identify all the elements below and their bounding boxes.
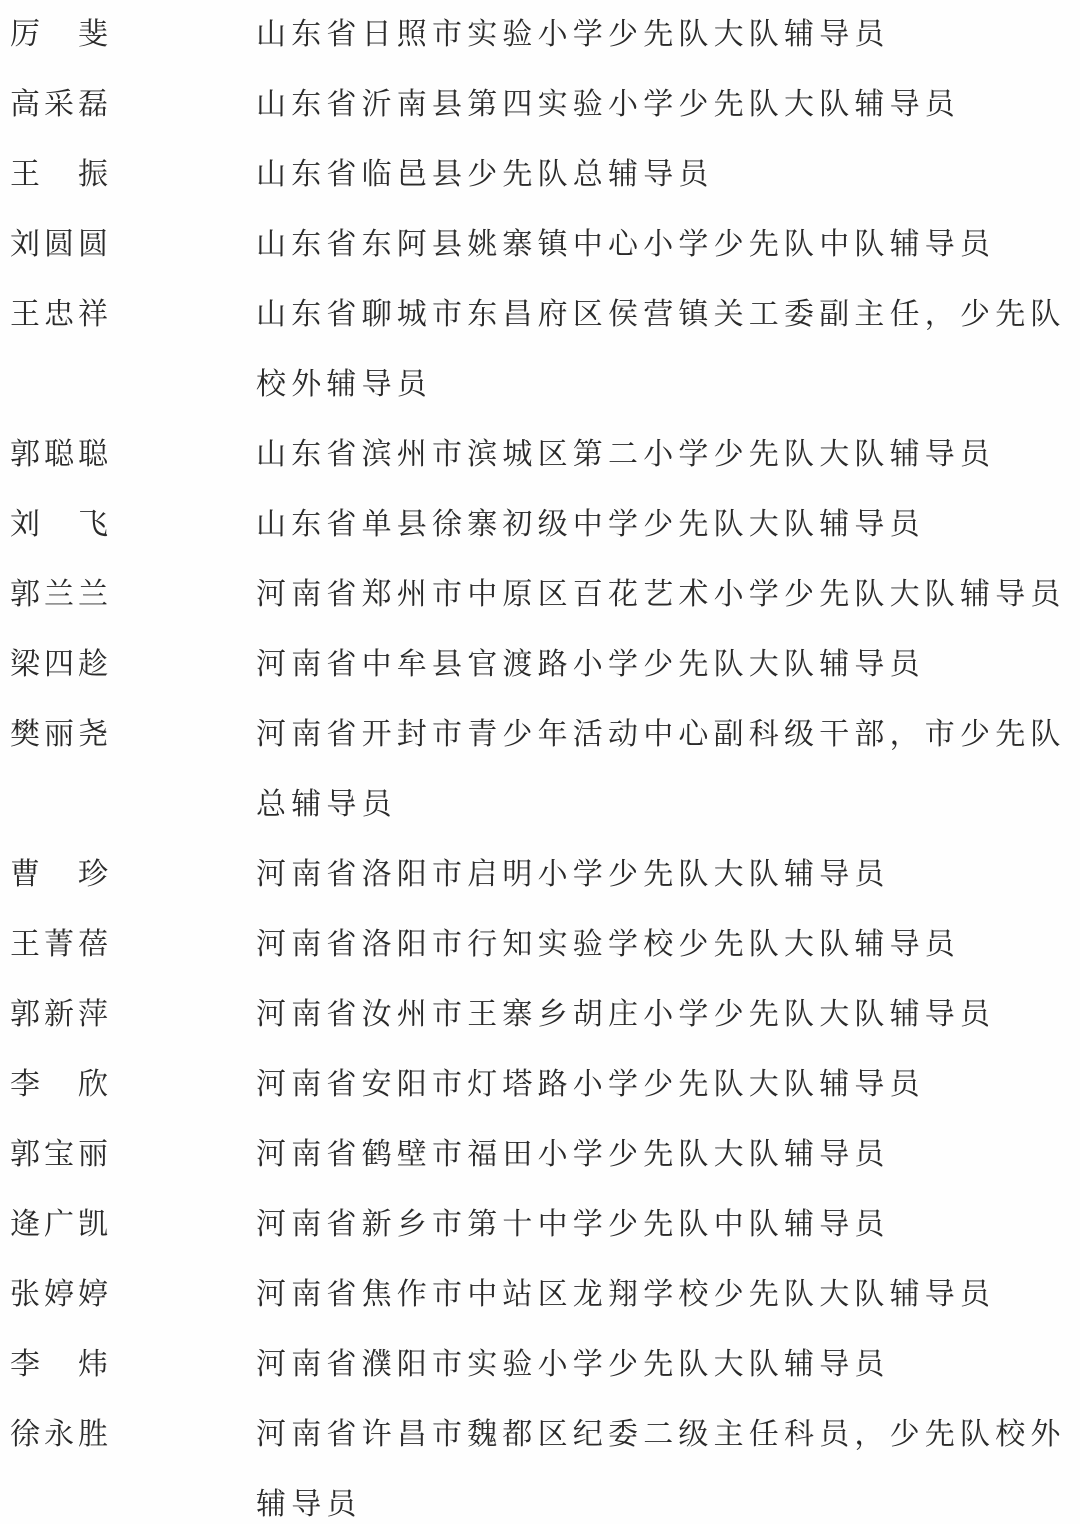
person-name — [10, 490, 112, 560]
roster-entry — [10, 210, 1070, 280]
person-position: 河南省安阳市灯塔路小学少先队大队辅导员 — [256, 1067, 925, 1102]
person-name: 郭新萍 — [10, 997, 112, 1032]
roster-entry — [10, 1330, 1070, 1400]
roster-entry — [10, 1400, 1070, 1540]
person-name — [10, 0, 112, 70]
roster-entry — [10, 1260, 1070, 1330]
roster-entry — [10, 490, 1070, 560]
person-name-char: 振 — [78, 157, 112, 192]
person-name — [10, 840, 112, 910]
roster-entry — [10, 420, 1070, 490]
roster-entry — [10, 700, 1070, 840]
person-position: 河南省濮阳市实验小学少先队大队辅导员 — [256, 1347, 890, 1382]
person-name: 张婷婷 — [10, 1277, 112, 1312]
roster-entry — [10, 140, 1070, 210]
person-name — [10, 1330, 112, 1400]
person-position: 河南省焦作市中站区龙翔学校少先队大队辅导员 — [256, 1277, 996, 1312]
roster-entry — [10, 630, 1070, 700]
roster-entry — [10, 980, 1070, 1050]
person-name: 郭聪聪 — [10, 437, 112, 472]
roster-entry — [10, 1120, 1070, 1190]
honoree-roster — [10, 0, 1070, 1540]
roster-entry — [10, 910, 1070, 980]
roster-entry — [10, 0, 1070, 70]
person-position: 河南省新乡市第十中学少先队中队辅导员 — [256, 1207, 890, 1242]
person-position: 河南省中牟县官渡路小学少先队大队辅导员 — [256, 647, 925, 682]
person-name-char: 欣 — [78, 1067, 112, 1102]
person-name-char: 厉 — [10, 17, 44, 52]
person-name-char: 飞 — [78, 507, 112, 542]
person-name: 王忠祥 — [10, 297, 112, 332]
person-name-char: 刘 — [10, 507, 44, 542]
person-position: 山东省日照市实验小学少先队大队辅导员 — [256, 17, 890, 52]
person-position: 河南省洛阳市启明小学少先队大队辅导员 — [256, 857, 890, 892]
person-position: 山东省沂南县第四实验小学少先队大队辅导员 — [256, 87, 960, 122]
person-name — [10, 140, 112, 210]
person-name-char: 珍 — [78, 857, 112, 892]
roster-entry — [10, 1190, 1070, 1260]
person-name-char: 斐 — [78, 17, 112, 52]
person-name-char: 炜 — [78, 1347, 112, 1382]
person-position: 山东省滨州市滨城区第二小学少先队大队辅导员 — [256, 437, 996, 472]
roster-entry — [10, 840, 1070, 910]
person-name-char: 王 — [10, 157, 44, 192]
roster-entry — [10, 70, 1070, 140]
person-name: 逄广凯 — [10, 1207, 112, 1242]
person-name-char: 李 — [10, 1067, 44, 1102]
person-name: 王菁蓓 — [10, 927, 112, 962]
person-position: 山东省单县徐寨初级中学少先队大队辅导员 — [256, 507, 925, 542]
person-name: 刘圆圆 — [10, 227, 112, 262]
person-name: 郭兰兰 — [10, 577, 112, 612]
roster-entry — [10, 1050, 1070, 1120]
person-name: 梁四趁 — [10, 647, 112, 682]
person-name-char: 曹 — [10, 857, 44, 892]
person-position: 山东省临邑县少先队总辅导员 — [256, 157, 714, 192]
roster-entry — [10, 560, 1070, 630]
person-position: 河南省鹤壁市福田小学少先队大队辅导员 — [256, 1137, 890, 1172]
person-position: 河南省许昌市魏都区纪委二级主任科员，少先队校外辅导员 — [256, 1417, 1066, 1522]
person-position: 山东省东阿县姚寨镇中心小学少先队中队辅导员 — [256, 227, 996, 262]
roster-entry — [10, 280, 1070, 420]
person-position: 河南省洛阳市行知实验学校少先队大队辅导员 — [256, 927, 960, 962]
person-name-char: 李 — [10, 1347, 44, 1382]
person-name: 徐永胜 — [10, 1417, 112, 1452]
person-name: 樊丽尧 — [10, 717, 112, 752]
person-position: 山东省聊城市东昌府区侯营镇关工委副主任，少先队校外辅导员 — [256, 297, 1066, 402]
person-position: 河南省汝州市王寨乡胡庄小学少先队大队辅导员 — [256, 997, 996, 1032]
person-name: 郭宝丽 — [10, 1137, 112, 1172]
person-position: 河南省开封市青少年活动中心副科级干部，市少先队总辅导员 — [256, 717, 1066, 822]
person-name — [10, 1050, 112, 1120]
person-name: 高采磊 — [10, 87, 112, 122]
person-position: 河南省郑州市中原区百花艺术小学少先队大队辅导员 — [256, 577, 1066, 612]
